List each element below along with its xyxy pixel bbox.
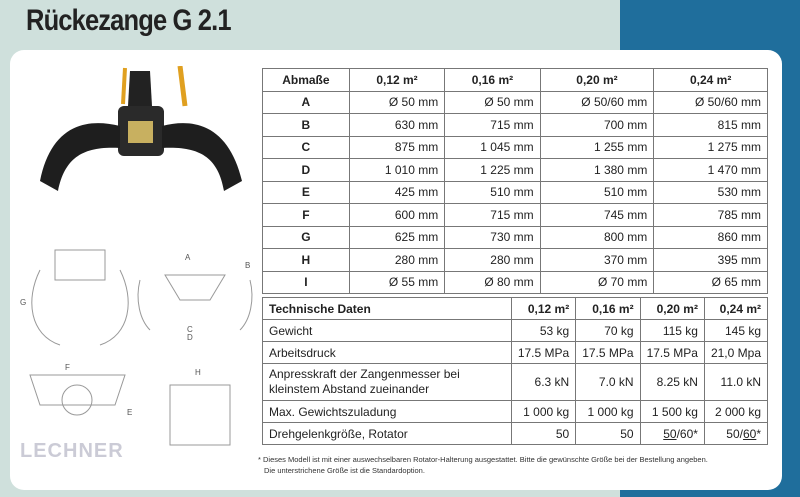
table-cell: 115 kg (640, 320, 704, 342)
table-cell: 1 045 mm (445, 136, 540, 159)
lechner-logo: LECHNER (20, 440, 124, 462)
table-cell: 1 470 mm (654, 159, 768, 182)
table-cell: Gewicht (263, 320, 512, 342)
table-cell: 860 mm (654, 226, 768, 249)
table-cell: Ø 80 mm (445, 271, 540, 294)
table-cell: B (263, 114, 350, 137)
table-cell: 1 000 kg (576, 401, 640, 423)
table-cell: 715 mm (445, 114, 540, 137)
table-cell: 510 mm (540, 181, 654, 204)
table-row (263, 271, 768, 294)
table-row (263, 181, 768, 204)
table-cell: Ø 65 mm (654, 271, 768, 294)
table-cell: H (263, 249, 350, 272)
table-cell: Ø 50/60 mm (654, 91, 768, 114)
table-cell: Ø 50/60 mm (540, 91, 654, 114)
svg-text:H: H (195, 368, 201, 377)
table-cell: 17.5 MPa (576, 342, 640, 364)
table-cell: 815 mm (654, 114, 768, 137)
table-cell: 17.5 MPa (511, 342, 575, 364)
table-cell: 700 mm (540, 114, 654, 137)
table-row (263, 249, 768, 272)
table-cell: I (263, 271, 350, 294)
svg-text:G: G (20, 298, 27, 307)
table-cell: 510 mm (445, 181, 540, 204)
table-cell: 1 275 mm (654, 136, 768, 159)
page-title: Rückezange G 2.1 (26, 4, 231, 37)
table-cell: 425 mm (349, 181, 444, 204)
table-cell: C (263, 136, 350, 159)
footnote: * Dieses Modell ist mit einer auswechselbaren Rotator-Halterung ausgestattet. Bitte die gewünschte Größe bei der Bestellung angeben. Die unterstrichene Größe ist die Standardoption. (258, 455, 708, 475)
table-cell: 745 mm (540, 204, 654, 227)
table-row (263, 136, 768, 159)
table-row (263, 159, 768, 182)
table-cell: 800 mm (540, 226, 654, 249)
technical-drawings (15, 240, 255, 450)
table-cell: 625 mm (349, 226, 444, 249)
table-row (263, 364, 768, 401)
table-row: Drehgelenkgröße, Rotator 50 50 50/60* 50/60* (263, 423, 768, 445)
svg-text:C: C (187, 325, 193, 334)
table-cell: E (263, 181, 350, 204)
svg-text:E: E (127, 408, 133, 417)
table-cell: 370 mm (540, 249, 654, 272)
table-cell: 7.0 kN (576, 364, 640, 401)
table-cell: 395 mm (654, 249, 768, 272)
dimensions-table: Abmaße 0,12 m² 0,16 m² 0,20 m² 0,24 m² A Ø 50 mm Ø 50 mm Ø 50/60 mm Ø 50/60 mm B 630 mm 715 mm 700 mm 815 mm C 875 mm 1 045 mm 1 255 mm 1 275 mm D 1 010 mm 1 225 mm 1 380 mm 1 470 mm E 425 mm 510 mm 510 mm 530 mm F 600 mm 715 mm 745 mm 785 mm G 625 mm 730 mm 800 mm 860 mm H 280 mm 280 mm 370 mm 395 mm I Ø 55 mm Ø 80 mm Ø 70 mm Ø 65 mm (262, 68, 768, 294)
table-cell: 530 mm (654, 181, 768, 204)
table-cell: 1 225 mm (445, 159, 540, 182)
grapple-photo (30, 66, 250, 206)
table-cell: 280 mm (349, 249, 444, 272)
table-cell: 17.5 MPa (640, 342, 704, 364)
table-cell: 785 mm (654, 204, 768, 227)
table-cell: 1 010 mm (349, 159, 444, 182)
table-cell: 8.25 kN (640, 364, 704, 401)
table-cell: 630 mm (349, 114, 444, 137)
table-cell: 2 000 kg (704, 401, 767, 423)
table-row (263, 204, 768, 227)
table-cell: Anpresskraft der Zangenmesser bei kleinstem Abstand zueinander (263, 364, 512, 401)
table-cell: 1 380 mm (540, 159, 654, 182)
table-cell: 11.0 kN (704, 364, 767, 401)
table-cell: 70 kg (576, 320, 640, 342)
table-cell: Ø 50 mm (349, 91, 444, 114)
table-row (263, 91, 768, 114)
table-cell: 145 kg (704, 320, 767, 342)
table-row (263, 114, 768, 137)
table-cell: 280 mm (445, 249, 540, 272)
table-cell: 1 255 mm (540, 136, 654, 159)
table-cell: 730 mm (445, 226, 540, 249)
svg-text:B: B (245, 261, 251, 270)
table-cell: F (263, 204, 350, 227)
svg-text:D: D (187, 333, 193, 342)
table-cell: G (263, 226, 350, 249)
table-cell: D (263, 159, 350, 182)
table-row (263, 401, 768, 423)
table-cell: 875 mm (349, 136, 444, 159)
table-cell: 21,0 Mpa (704, 342, 767, 364)
table-cell: Max. Gewichtszuladung (263, 401, 512, 423)
table-cell: Ø 50 mm (445, 91, 540, 114)
table-cell: 715 mm (445, 204, 540, 227)
technical-data-table: Technische Daten 0,12 m² 0,16 m² 0,20 m² 0,24 m² Gewicht 53 kg 70 kg 115 kg 145 kg Arbeitsdruck 17.5 MPa 17.5 MPa 17.5 MPa 21,0 Mpa Anpresskraft der Zangenmesser bei kleinstem Abstand zueinander 6.3 kN 7.0 kN 8.25 kN 11.0 kN Max. Gewichtszuladung 1 000 kg 1 000 kg 1 500 kg 2 000 kg Drehgelenkgröße, Rotator 50 50 50/60* 50/60* (262, 297, 768, 445)
table-cell: Ø 70 mm (540, 271, 654, 294)
table-cell: 1 500 kg (640, 401, 704, 423)
table-cell: 53 kg (511, 320, 575, 342)
table-cell: 1 000 kg (511, 401, 575, 423)
table-row (263, 342, 768, 364)
svg-text:A: A (185, 253, 191, 262)
table-cell: Ø 55 mm (349, 271, 444, 294)
table-cell: A (263, 91, 350, 114)
table-cell: Arbeitsdruck (263, 342, 512, 364)
table-row (263, 226, 768, 249)
svg-text:F: F (65, 363, 70, 372)
table-cell: 6.3 kN (511, 364, 575, 401)
table-row (263, 320, 768, 342)
table-cell: 600 mm (349, 204, 444, 227)
